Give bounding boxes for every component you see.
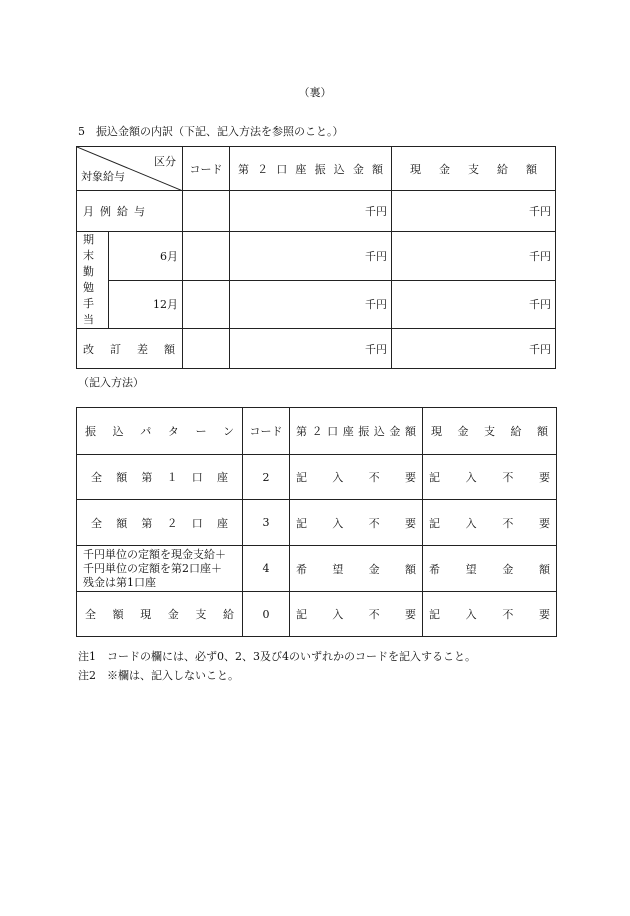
header-transfer: 第２口座振込金額	[230, 147, 392, 191]
header-code: コード	[183, 147, 230, 191]
page-header: （裏）	[298, 86, 332, 99]
cash-amount-cell[interactable]: 千円	[392, 232, 556, 281]
code-cell[interactable]	[183, 191, 230, 232]
corner-cell	[77, 147, 183, 191]
corner-top-label: 区分	[154, 155, 176, 168]
code-value: 3	[243, 500, 290, 546]
header-cash: 現金支給額	[423, 408, 557, 455]
section-title: 5 振込金額の内訳（下記、記入方法を参照のこと。）	[78, 125, 344, 138]
method-row	[77, 455, 557, 500]
method-row	[77, 546, 557, 592]
code-value: 0	[243, 592, 290, 637]
corner-bottom-label: 対象給与	[81, 170, 125, 183]
row-label-june: 6月	[109, 232, 183, 281]
cash-amount-cell[interactable]: 千円	[392, 329, 556, 369]
cash-amount-cell[interactable]: 千円	[392, 280, 556, 329]
code-value: 2	[243, 455, 290, 500]
cash-amount-cell[interactable]: 千円	[392, 191, 556, 232]
transfer-value: 希望金額	[290, 546, 423, 592]
note-2: 注2 ※欄は、記入しないこと。	[78, 669, 239, 682]
header-transfer: 第２口座振込金額	[290, 408, 423, 455]
pattern-cell: 全額現金支給	[77, 592, 243, 637]
transfer-value: 記入不要	[290, 592, 423, 637]
transfer-amount-cell[interactable]: 千円	[230, 191, 392, 232]
row-december	[77, 280, 556, 329]
code-cell[interactable]	[183, 329, 230, 369]
breakdown-table	[76, 146, 556, 369]
pattern-cell: 全額第２口座	[77, 500, 243, 546]
cash-value: 記入不要	[423, 455, 557, 500]
method-row	[77, 592, 557, 637]
row-monthly	[77, 191, 556, 232]
method-table	[76, 407, 557, 637]
code-value: 4	[243, 546, 290, 592]
transfer-amount-cell[interactable]: 千円	[230, 329, 392, 369]
row-label-revision: 改訂差額	[77, 329, 183, 369]
transfer-value: 記入不要	[290, 500, 423, 546]
transfer-amount-cell[interactable]: 千円	[230, 232, 392, 281]
header-code: コード	[243, 408, 290, 455]
row-label-monthly: 月例給与	[77, 191, 183, 232]
code-cell[interactable]	[183, 232, 230, 281]
cash-value: 記入不要	[423, 592, 557, 637]
method-heading: （記入方法）	[78, 376, 144, 389]
header-pattern: 振込パターン	[77, 408, 243, 455]
pattern-cell: 全額第１口座	[77, 455, 243, 500]
row-label-december: 12月	[109, 280, 183, 329]
row-revision	[77, 329, 556, 369]
method-row	[77, 500, 557, 546]
cash-value: 記入不要	[423, 500, 557, 546]
row-label-bonus: 期 末 勤 勉 手 当	[77, 232, 109, 329]
code-cell[interactable]	[183, 280, 230, 329]
cash-value: 希望金額	[423, 546, 557, 592]
row-june	[77, 232, 556, 281]
pattern-cell: 千円単位の定額を現金支給＋ 千円単位の定額を第2口座＋ 残金は第1口座	[77, 546, 243, 592]
transfer-value: 記入不要	[290, 455, 423, 500]
note-1: 注1 コードの欄には、必ず0、2、3及び4のいずれかのコードを記入すること。	[78, 650, 476, 663]
header-cash: 現金支給額	[392, 147, 556, 191]
transfer-amount-cell[interactable]: 千円	[230, 280, 392, 329]
